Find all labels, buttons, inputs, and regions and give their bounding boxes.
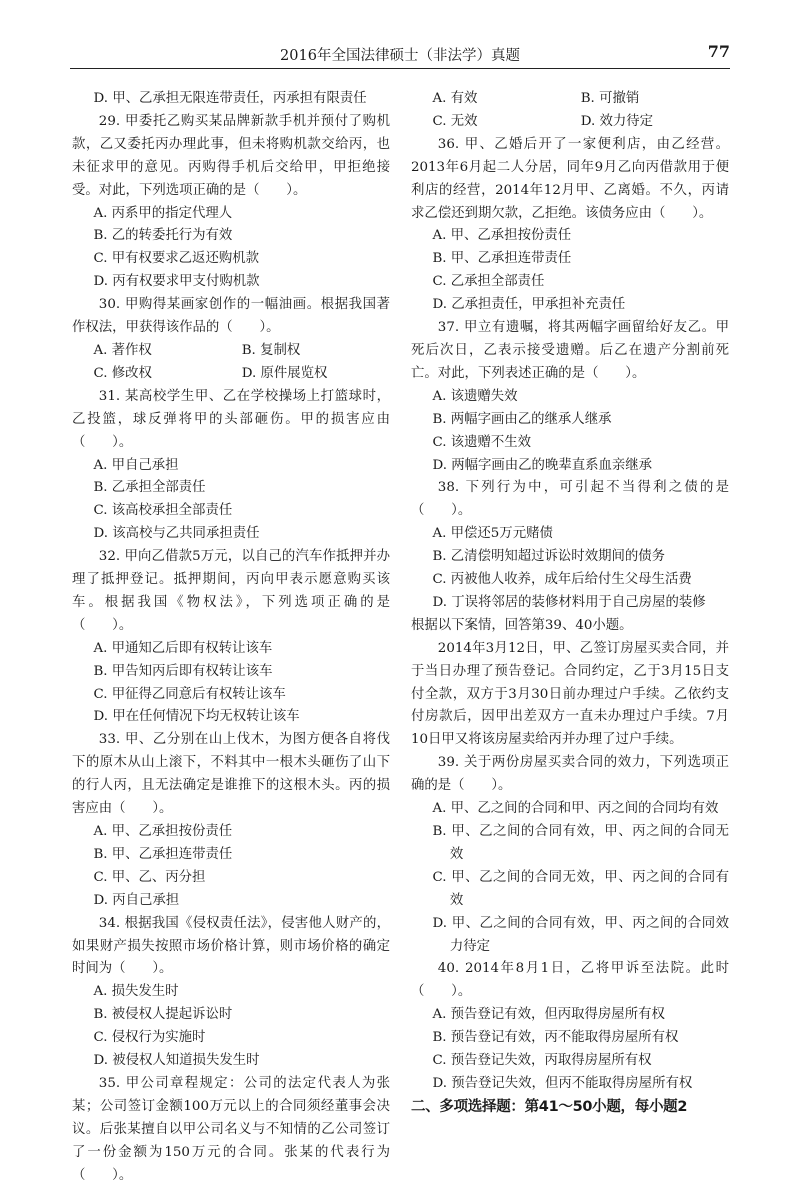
option: D. 两幅字画由乙的晚辈直系血亲继承 <box>432 457 653 473</box>
option: A. 有效 <box>432 91 478 106</box>
option: B. 乙的转委托行为有效 <box>93 228 233 244</box>
question-text: 33. 甲、乙分别在山上伐木，为图方便各自将伐下的原木从山上滚下，不料其中一根木头砸伤了山下的行人丙，且无法确定是谁推下的这根木头。丙的损害应由（ ）。 <box>72 732 390 817</box>
option: C. 无效 <box>432 113 478 129</box>
option: C. 修改权 <box>93 365 152 381</box>
page-number: 77 <box>707 42 730 61</box>
option-pair <box>72 340 390 363</box>
option: A. 甲、乙承担按份责任 <box>432 228 572 244</box>
option: D. 甲在任何情况下均无权转让该车 <box>93 709 300 725</box>
option: D. 乙承担责任，甲承担补充责任 <box>432 297 626 313</box>
question-text: 32. 甲向乙借款5万元，以自己的汽车作抵押并办理了抵押登记。抵押期间，丙向甲表示愿意购买该车。根据我国《物权法》，下列选项正确的是（ ）。 <box>72 549 390 633</box>
page-header <box>70 40 730 69</box>
question-text: 40. 2014年8月1日，乙将甲诉至法院。此时（ ）。 <box>411 961 729 1000</box>
option: A. 该遗赠失效 <box>432 388 518 404</box>
option: D. 预告登记失效，但丙不能取得房屋所有权 <box>432 1075 693 1091</box>
option: D. 甲、乙承担无限连带责任，丙承担有限责任 <box>93 91 367 106</box>
question-text: 2014年3月12日，甲、乙签订房屋买卖合同，并于当日办理了预告登记。合同约定，乙于3月15日支付全款，双方于3月30日前办理过户手续。乙依约支付房款后，因甲出差双方一直未办理过户手续。7月10日甲又将该房屋卖给丙并办理了过户手续。 <box>411 640 729 748</box>
question-text: 29. 甲委托乙购买某品牌新款手机并预付了购机款，乙又委托丙办理此事，但未将购机款交给丙，也未征求甲的意见。丙购得手机后交给甲，甲拒绝接受。对此，下列选项正确的是（ ）。 <box>72 113 390 198</box>
question-text: 37. 甲立有遗嘱，将其两幅字画留给好友乙。甲死后次日，乙表示接受遗赠。后乙在遗产分割前死亡。对此，下列表述正确的是（ ）。 <box>411 320 729 381</box>
option: A. 损失发生时 <box>93 984 179 1000</box>
question-text: 31. 某高校学生甲、乙在学校操场上打篮球时，乙投篮，球反弹将甲的头部砸伤。甲的损害应由（ ）。 <box>72 388 390 450</box>
right-column <box>411 88 729 1119</box>
option: A. 甲自己承担 <box>93 457 179 473</box>
question-text: 35. 甲公司章程规定：公司的法定代表人为张某；公司签订金额100万元以上的合同须经董事会决议。后张某擅自以甲公司名义与不知情的乙公司签订了一份金额为150万元的合同。张某的代表行为（ ）。 <box>72 1075 390 1183</box>
option: D. 丁误将邻居的装修材料用于自己房屋的装修 <box>432 594 706 610</box>
option-pair <box>411 88 729 111</box>
option-pair <box>411 111 729 134</box>
option: C. 甲有权要求乙返还购机款 <box>93 251 260 267</box>
option: C. 该高校承担全部责任 <box>93 503 233 519</box>
option: C. 乙承担全部责任 <box>432 274 545 290</box>
option: B. 甲、乙承担连带责任 <box>93 846 233 862</box>
option: A. 预告登记有效，但丙取得房屋所有权 <box>432 1007 665 1023</box>
question-text: 30. 甲购得某画家创作的一幅油画。根据我国著作权法，甲获得该作品的（ ）。 <box>72 297 390 336</box>
option: B. 甲告知丙后即有权转让该车 <box>93 663 273 679</box>
option: A. 甲、乙之间的合同和甲、丙之间的合同均有效 <box>432 801 719 817</box>
option: C. 甲征得乙同意后有权转让该车 <box>93 686 286 702</box>
option: D. 丙自己承担 <box>93 892 180 908</box>
option: B. 乙承担全部责任 <box>93 480 206 496</box>
option: D. 丙有权要求甲支付购机款 <box>93 274 260 290</box>
option: B. 乙清偿明知超过诉讼时效期间的债务 <box>432 549 666 565</box>
option: C. 甲、乙之间的合同无效，甲、丙之间的合同有效 <box>432 869 729 908</box>
option: B. 可撤销 <box>580 91 640 106</box>
option: D. 被侵权人知道损失发生时 <box>93 1053 260 1069</box>
option: C. 侵权行为实施时 <box>93 1030 206 1046</box>
option-pair <box>72 363 390 386</box>
page-title: 2016年全国法律硕士（非法学）真题 <box>280 48 520 64</box>
option: A. 著作权 <box>93 342 152 358</box>
option: A. 甲通知乙后即有权转让该车 <box>93 640 273 656</box>
section-heading: 二、多项选择题：第41～50小题，每小题2 <box>411 1098 688 1115</box>
question-text: 38. 下列行为中，可引起不当得利之债的是（ ）。 <box>411 480 729 519</box>
option: D. 该高校与乙共同承担责任 <box>93 526 260 542</box>
option: B. 甲、乙承担连带责任 <box>432 251 572 267</box>
case-intro: 根据以下案情，回答第39、40小题。 <box>411 617 633 633</box>
left-column <box>72 88 390 1188</box>
option: C. 该遗赠不生效 <box>432 434 532 450</box>
option: D. 甲、乙之间的合同有效，甲、丙之间的合同效力待定 <box>432 915 729 954</box>
option: A. 丙系甲的指定代理人 <box>93 205 233 221</box>
option: B. 复制权 <box>241 342 301 358</box>
option: D. 原件展览权 <box>241 365 328 381</box>
question-text: 34. 根据我国《侵权责任法》，侵害他人财产的，如果财产损失按照市场价格计算，则市场价格的确定时间为（ ）。 <box>72 915 390 977</box>
option: C. 甲、乙、丙分担 <box>93 869 206 885</box>
option: B. 甲、乙之间的合同有效，甲、丙之间的合同无效 <box>432 824 729 862</box>
option: B. 被侵权人提起诉讼时 <box>93 1007 233 1023</box>
question-text: 36. 甲、乙婚后开了一家便利店，由乙经营。2013年6月起二人分居，同年9月乙向丙借款用于便利店的经营，2014年12月甲、乙离婚。不久，丙请求乙偿还到期欠款，乙拒绝。该债务应由（ ）。 <box>411 136 729 221</box>
question-text: 39. 关于两份房屋买卖合同的效力，下列选项正确的是（ ）。 <box>411 755 729 794</box>
option: C. 预告登记失效，丙取得房屋所有权 <box>432 1053 652 1069</box>
option: B. 两幅字画由乙的继承人继承 <box>432 411 612 427</box>
option: C. 丙被他人收养，成年后给付生父母生活费 <box>432 572 692 588</box>
option: A. 甲、乙承担按份责任 <box>93 824 233 839</box>
option: D. 效力待定 <box>580 113 654 129</box>
option: B. 预告登记有效，丙不能取得房屋所有权 <box>432 1030 679 1046</box>
option: A. 甲偿还5万元赌债 <box>432 526 553 542</box>
